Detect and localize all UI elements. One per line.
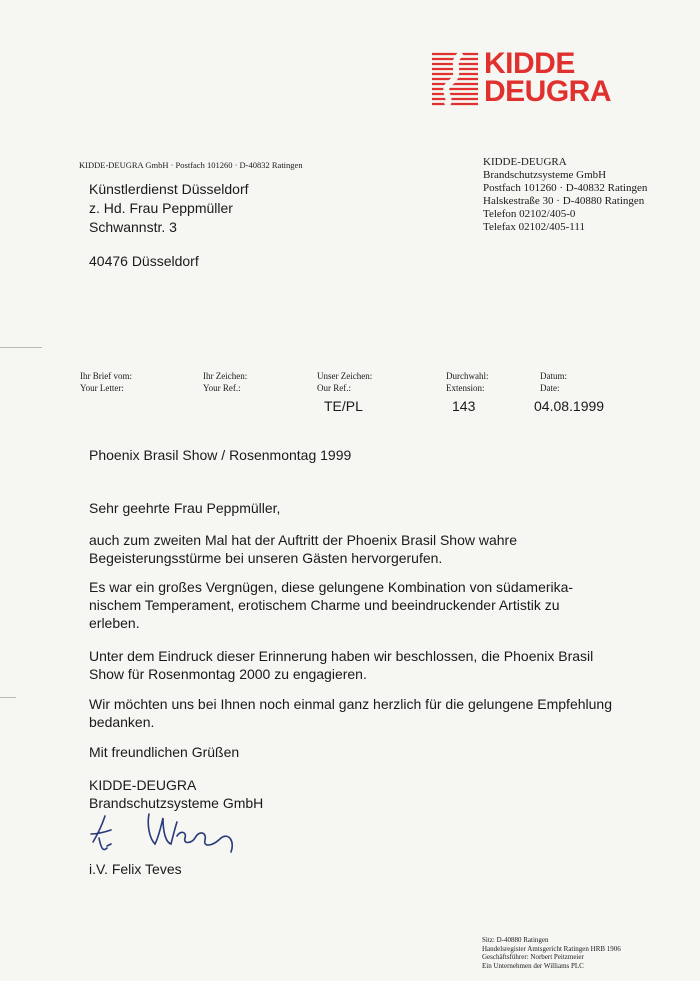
ref-label-en: Your Ref.:	[203, 383, 241, 393]
paragraph-line: Wir möchten uns bei Ihnen noch einmal ganz herzlich für die gelungene Empfehlung	[89, 696, 612, 712]
footer-line: Geschäftsführer: Norbert Peitzmeier	[482, 953, 584, 961]
paragraph	[89, 695, 649, 731]
paragraph-line: Es war ein großes Vergnügen, diese gelungene Kombination von südamerika-	[89, 579, 574, 595]
recipient-line: Schwannstr. 3	[89, 219, 177, 235]
paragraph-line: nischem Temperament, erotischem Charme und beeindruckender Artistik zu	[89, 597, 560, 613]
paragraph-line: bedanken.	[89, 714, 155, 730]
sender-return-address: KIDDE-DEUGRA GmbH · Postfach 101260 · D-40832 Ratingen	[79, 160, 303, 170]
ref-label-en: Our Ref.:	[317, 383, 351, 393]
paragraph-line: auch zum zweiten Mal hat der Auftritt der Phoenix Brasil Show wahre	[89, 532, 517, 548]
company-line: Brandschutzsysteme GmbH	[483, 169, 607, 181]
logo-word-deugra: DEUGRA	[484, 75, 612, 108]
recipient-address	[89, 180, 249, 271]
handwritten-signature	[85, 808, 245, 860]
company-line: Telefon 02102/405-0	[483, 208, 576, 220]
ref-date	[540, 370, 567, 394]
paragraph-line: Begeisterungsstürme bei unseren Gästen hervorgerufen.	[89, 550, 443, 566]
footer-line: Handelsregister Amtsgericht Ratingen HRB 1906	[482, 944, 621, 953]
closing: Mit freundlichen Grüßen	[89, 744, 240, 760]
company-line: Halskestraße 30 · D-40880 Ratingen	[483, 195, 645, 207]
ref-our-ref	[317, 370, 372, 394]
ref-your-ref	[203, 370, 247, 394]
ref-label-en: Your Letter:	[80, 383, 124, 393]
signature-company	[89, 776, 649, 812]
ref-your-letter	[80, 370, 132, 394]
flame-logo-icon	[432, 51, 478, 107]
ref-label-de: Ihr Zeichen:	[203, 371, 248, 381]
signature-company-line: Brandschutzsysteme GmbH	[89, 795, 264, 811]
paragraph-line: Show für Rosenmontag 2000 zu engagieren.	[89, 666, 367, 682]
ref-extension	[446, 370, 489, 394]
paragraph	[89, 578, 649, 632]
fold-mark	[0, 697, 16, 698]
footer-line: Sitz: D-40880 Ratingen	[482, 936, 549, 944]
ref-label-de: Datum:	[540, 371, 567, 381]
paragraph	[89, 647, 649, 683]
paragraph-line: erleben.	[89, 615, 140, 631]
ref-label-en: Extension:	[446, 383, 485, 393]
letter-subject: Phoenix Brasil Show / Rosenmontag 1999	[89, 447, 352, 463]
recipient-line: z. Hd. Frau Peppmüller	[89, 200, 233, 216]
recipient-line: Künstlerdienst Düsseldorf	[89, 181, 249, 197]
company-line: Postfach 101260 · D-40832 Ratingen	[483, 182, 648, 194]
paragraph	[89, 531, 649, 567]
company-line: KIDDE-DEUGRA	[483, 156, 567, 168]
logo-word-kidde: KIDDE	[484, 47, 575, 80]
ref-label-de: Durchwahl:	[446, 371, 489, 381]
recipient-city: 40476 Düsseldorf	[89, 253, 199, 269]
fold-mark	[0, 347, 42, 348]
date-value: 04.08.1999	[534, 398, 605, 414]
signature-company-line: KIDDE-DEUGRA	[89, 777, 197, 793]
ref-label-de: Unser Zeichen:	[317, 371, 373, 381]
our-ref-value: TE/PL	[324, 398, 363, 414]
ref-label-de: Ihr Brief vom:	[80, 371, 132, 381]
paragraph-line: Unter dem Eindruck dieser Erinnerung haben wir beschlossen, die Phoenix Brasil	[89, 648, 594, 664]
extension-value: 143	[452, 398, 476, 414]
ref-label-en: Date:	[540, 383, 560, 393]
company-line: Telefax 02102/405-111	[483, 221, 585, 233]
company-logo	[432, 47, 632, 110]
company-address-block	[483, 156, 647, 234]
signatory-name: i.V. Felix Teves	[89, 861, 182, 877]
salutation: Sehr geehrte Frau Peppmüller,	[89, 500, 281, 516]
legal-footer	[482, 936, 621, 970]
footer-line: Ein Unternehmen der Williams PLC	[482, 961, 584, 970]
